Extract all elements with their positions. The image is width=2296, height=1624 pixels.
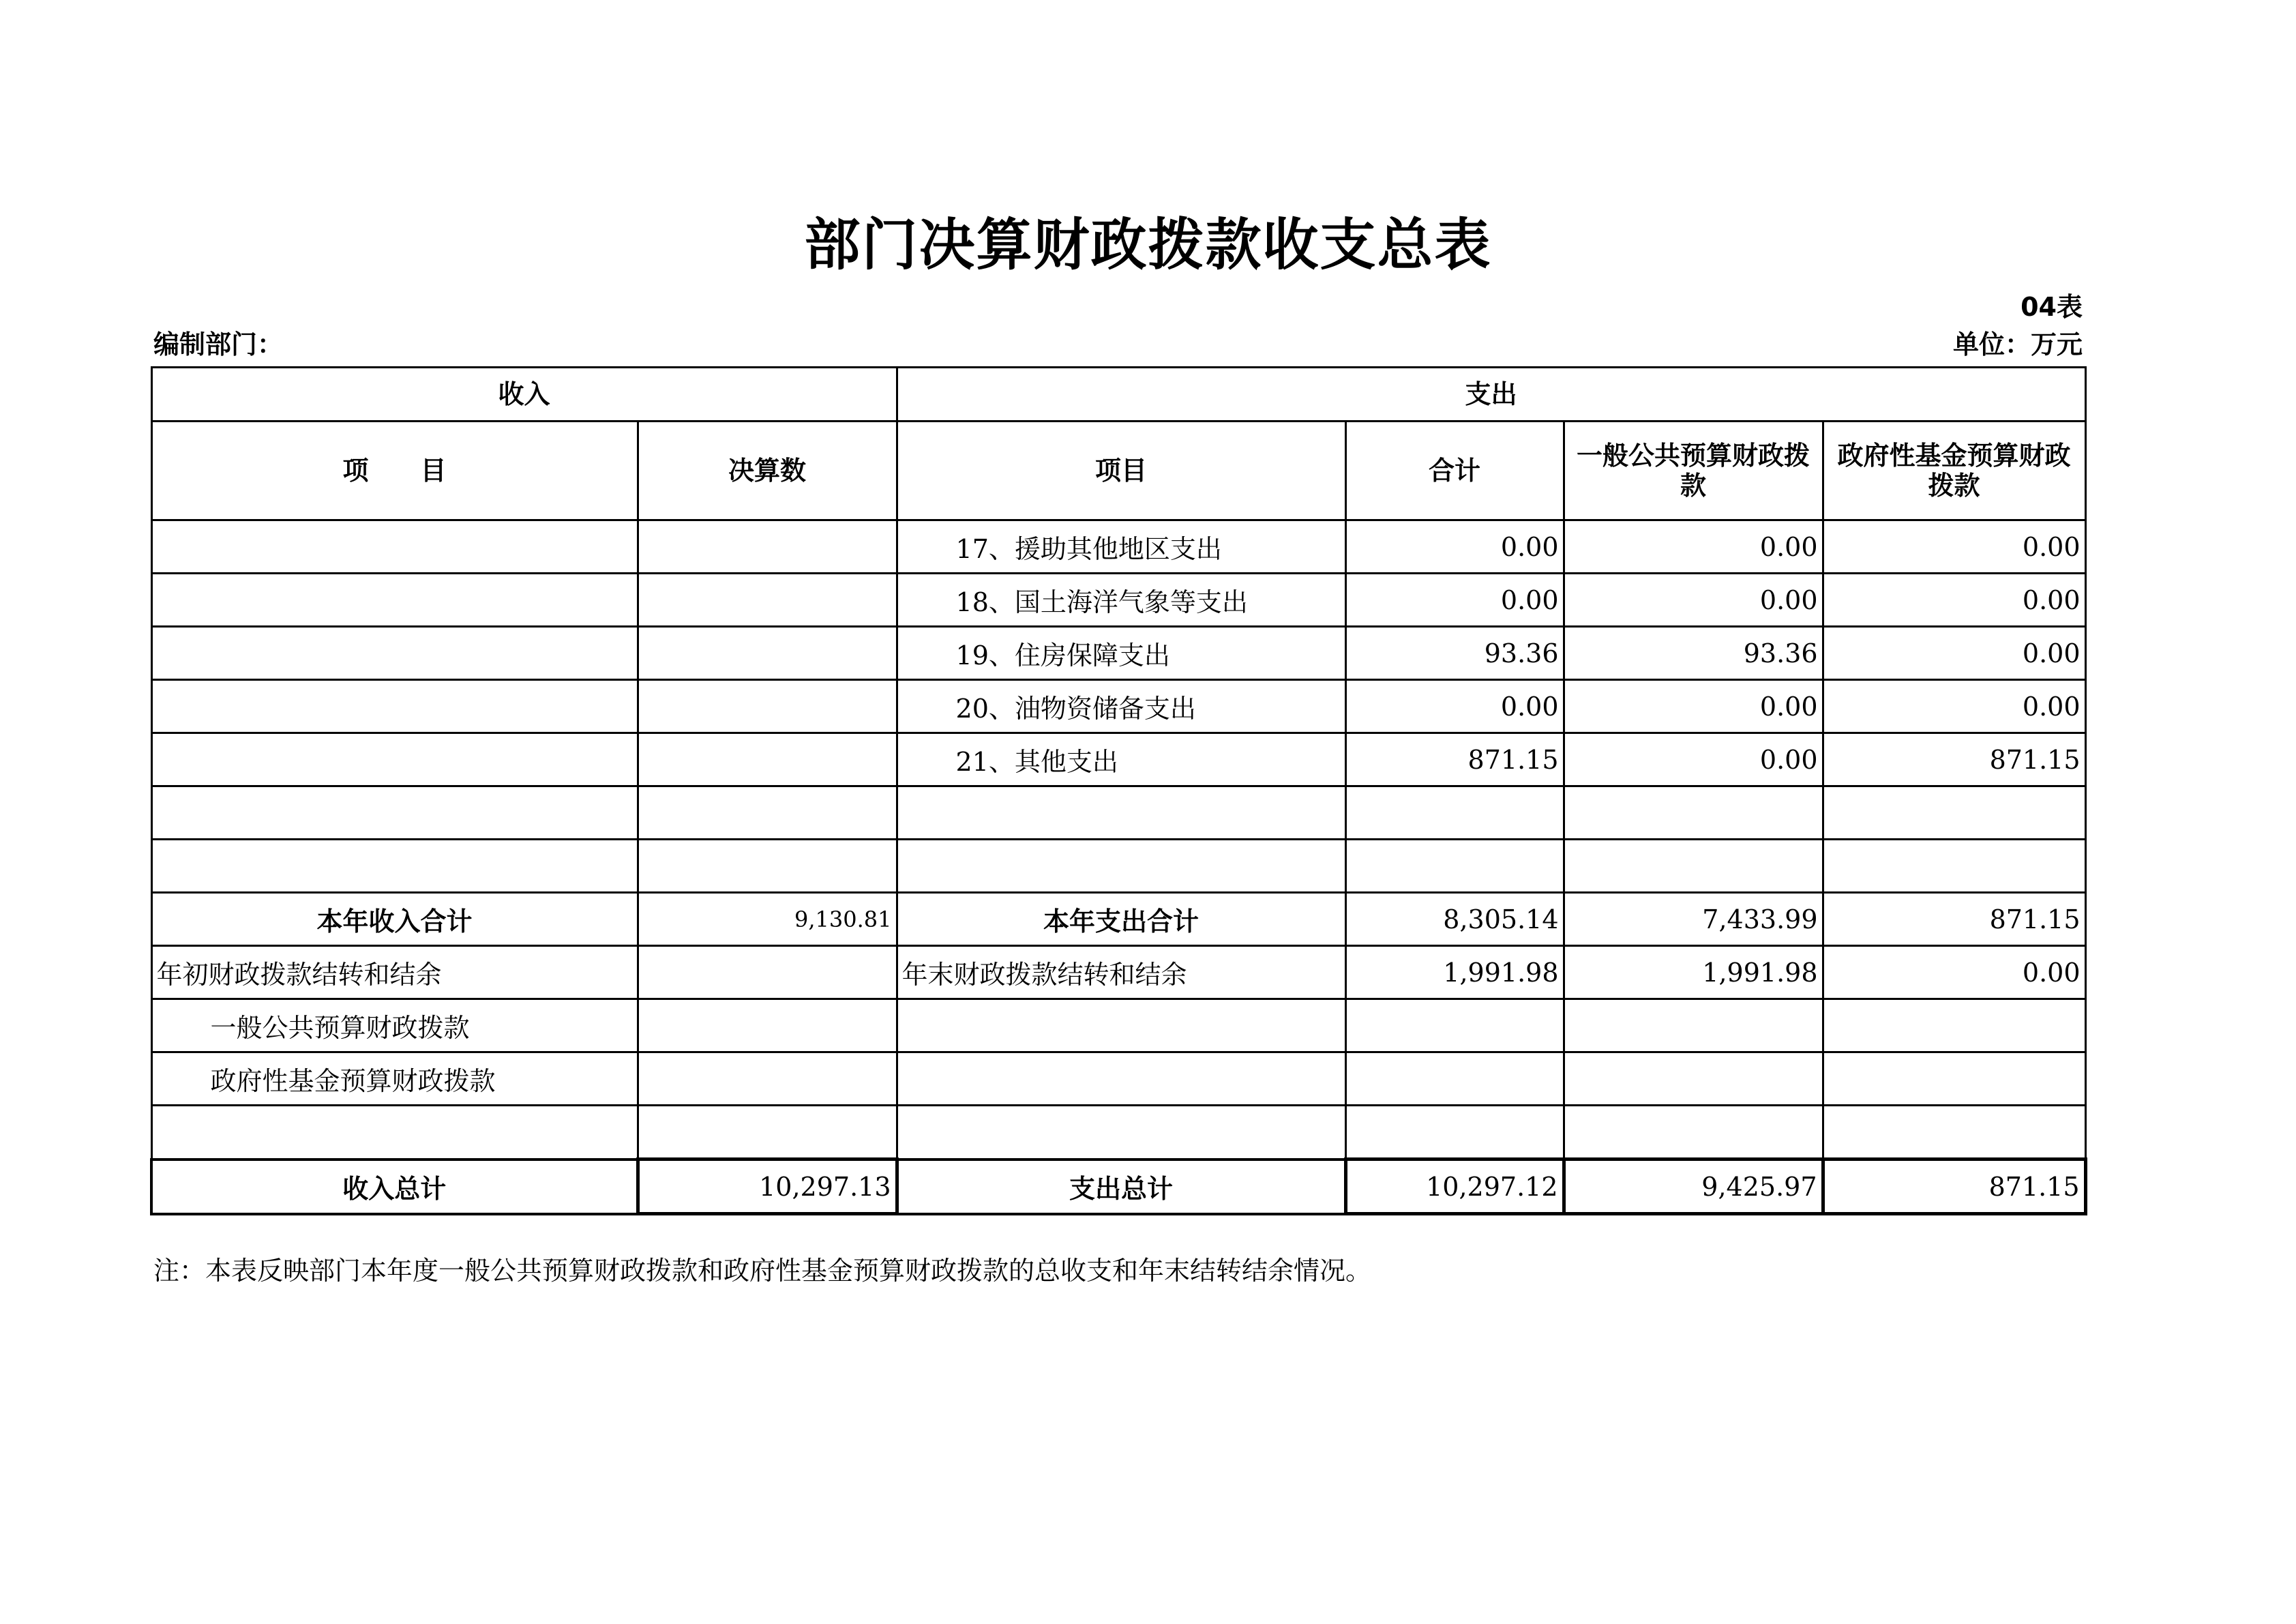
expense-grand-total-fund: 871.15 — [1823, 1160, 2085, 1214]
expense-item-cell: 17、援助其他地区支出 — [897, 520, 1345, 574]
income-item-cell — [151, 627, 638, 680]
table-row — [151, 520, 2085, 574]
expense-carryover-label: 年末财政拨款结转和结余 — [897, 946, 1345, 999]
income-grand-total-value: 10,297.13 — [638, 1160, 897, 1214]
table-note: 注：本表反映部门本年度一般公共预算财政拨款和政府性基金预算财政拨款的总收支和年末结转结余情况。 — [153, 1256, 1372, 1286]
final-amount-column-header: 决算数 — [638, 422, 897, 520]
expense-year-total-general: 7,433.99 — [1564, 893, 1823, 946]
income-group-header: 收入 — [151, 368, 897, 422]
carryover-sub-row — [151, 999, 2085, 1052]
income-value-cell — [638, 627, 897, 680]
table-meta — [153, 327, 2083, 361]
income-grand-total-label: 收入总计 — [151, 1160, 638, 1214]
expense-year-total-label: 本年支出合计 — [897, 893, 1345, 946]
expense-general-cell: 0.00 — [1564, 733, 1823, 786]
gov-fund-column-header: 政府性基金预算财政拨款 — [1823, 422, 2085, 520]
income-item-cell — [151, 733, 638, 786]
grand-total-row — [151, 1160, 2085, 1214]
expense-item-column-header: 项目 — [897, 422, 1345, 520]
expense-total-cell: 93.36 — [1345, 627, 1564, 680]
empty-row — [151, 786, 2085, 840]
table-row — [151, 627, 2085, 680]
expense-carryover-total: 1,991.98 — [1345, 946, 1564, 999]
expense-fund-cell: 0.00 — [1823, 627, 2085, 680]
group-header-row — [151, 368, 2085, 422]
income-item-cell — [151, 574, 638, 627]
expense-item-cell: 20、油物资储备支出 — [897, 680, 1345, 733]
expense-grand-total-total: 10,297.12 — [1345, 1160, 1564, 1214]
expense-item-cell: 19、住房保障支出 — [897, 627, 1345, 680]
carryover-sub-row — [151, 1052, 2085, 1106]
expense-grand-total-label: 支出总计 — [897, 1160, 1345, 1214]
expense-general-cell: 0.00 — [1564, 680, 1823, 733]
income-value-cell — [638, 680, 897, 733]
expense-fund-cell: 0.00 — [1823, 520, 2085, 574]
income-carryover-value — [638, 946, 897, 999]
fiscal-summary-table — [150, 366, 2087, 1215]
carryover-general-label: 一般公共预算财政拨款 — [151, 999, 638, 1052]
expense-item-cell: 21、其他支出 — [897, 733, 1345, 786]
expense-item-cell: 18、国土海洋气象等支出 — [897, 574, 1345, 627]
expense-year-total-total: 8,305.14 — [1345, 893, 1564, 946]
expense-carryover-general: 1,991.98 — [1564, 946, 1823, 999]
income-item-cell — [151, 680, 638, 733]
expense-total-cell: 0.00 — [1345, 574, 1564, 627]
expense-fund-cell: 871.15 — [1823, 733, 2085, 786]
table-row — [151, 680, 2085, 733]
expense-total-cell: 0.00 — [1345, 680, 1564, 733]
expense-group-header: 支出 — [897, 368, 2085, 422]
year-total-row — [151, 893, 2085, 946]
table-row — [151, 733, 2085, 786]
expense-carryover-fund: 0.00 — [1823, 946, 2085, 999]
empty-row — [151, 840, 2085, 893]
expense-general-cell: 93.36 — [1564, 627, 1823, 680]
expense-total-cell: 871.15 — [1345, 733, 1564, 786]
expense-grand-total-general: 9,425.97 — [1564, 1160, 1823, 1214]
income-item-cell — [151, 520, 638, 574]
expense-general-cell: 0.00 — [1564, 574, 1823, 627]
page-title: 部门决算财政拨款收支总表 — [804, 213, 1492, 278]
carryover-row — [151, 946, 2085, 999]
expense-fund-cell: 0.00 — [1823, 680, 2085, 733]
income-item-column-header: 项 目 — [151, 422, 638, 520]
income-value-cell — [638, 574, 897, 627]
expense-general-cell: 0.00 — [1564, 520, 1823, 574]
total-column-header: 合计 — [1345, 422, 1564, 520]
general-budget-column-header: 一般公共预算财政拨款 — [1564, 422, 1823, 520]
carryover-fund-label: 政府性基金预算财政拨款 — [151, 1052, 638, 1106]
column-header-row — [151, 422, 2085, 520]
empty-row — [151, 1106, 2085, 1160]
income-value-cell — [638, 733, 897, 786]
table-number: 04表 — [2021, 292, 2083, 322]
income-year-total-label: 本年收入合计 — [151, 893, 638, 946]
income-year-total-value: 9,130.81 — [638, 893, 897, 946]
expense-year-total-fund: 871.15 — [1823, 893, 2085, 946]
income-value-cell — [638, 520, 897, 574]
income-carryover-label: 年初财政拨款结转和结余 — [151, 946, 638, 999]
expense-fund-cell: 0.00 — [1823, 574, 2085, 627]
department-label: 编制部门： — [153, 329, 284, 359]
unit-label: 单位：万元 — [1952, 329, 2083, 359]
expense-total-cell: 0.00 — [1345, 520, 1564, 574]
table-row — [151, 574, 2085, 627]
